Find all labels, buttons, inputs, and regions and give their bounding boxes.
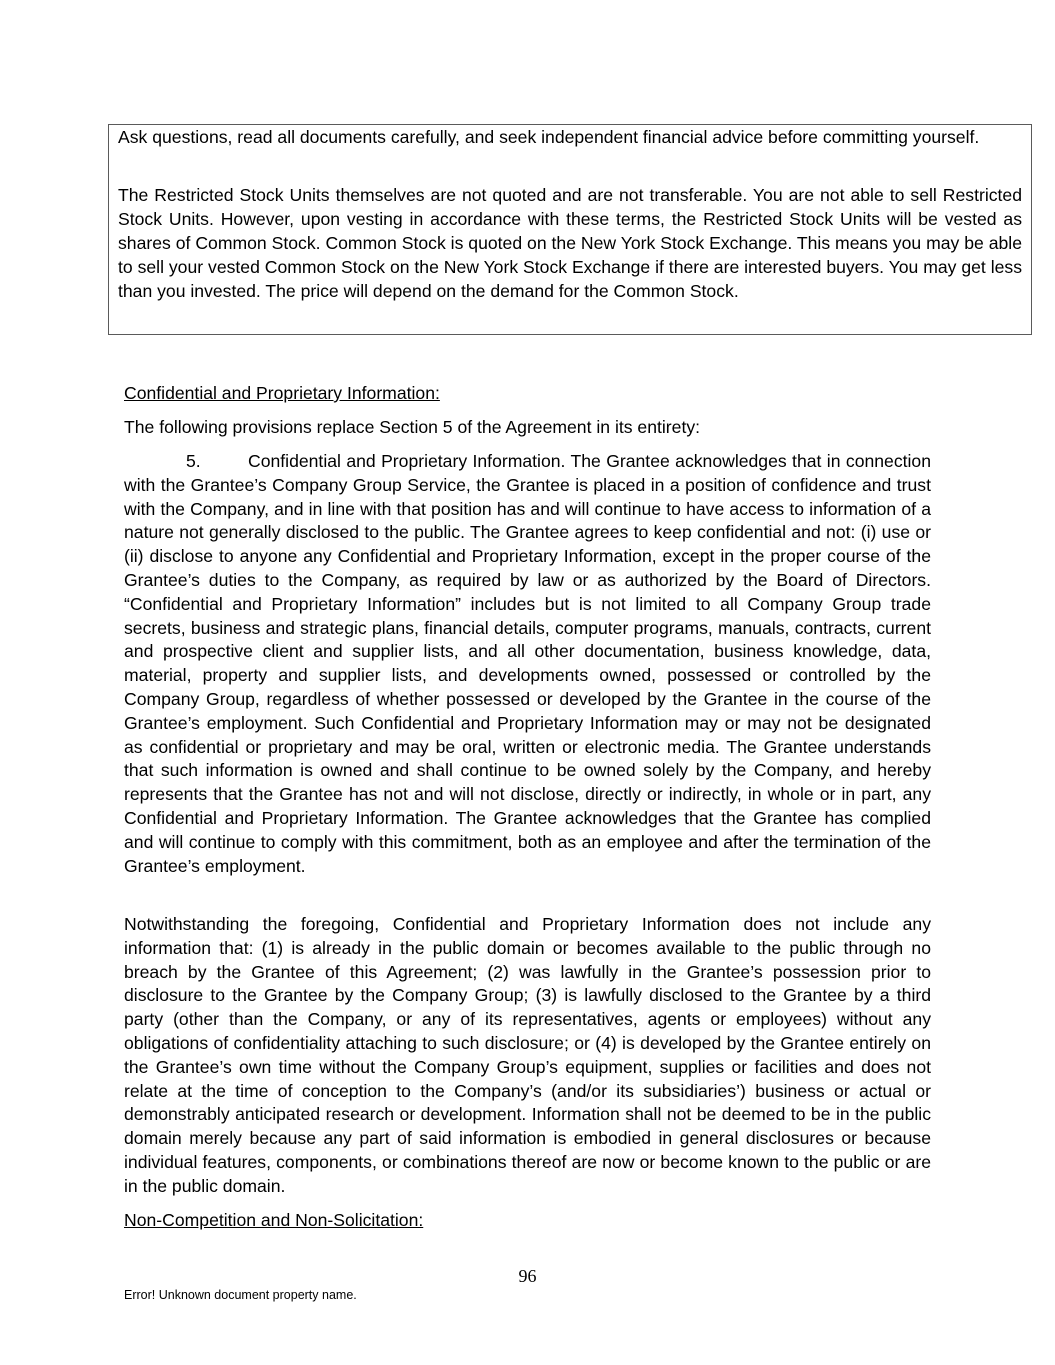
notice-paragraph-advice: Ask questions, read all documents carefully, and seek independent financial advice before committing yourself. [118, 127, 980, 147]
notice-paragraph-transferability: The Restricted Stock Units themselves are not quoted and are not transferable. You are not able to sell Restricted Stock Units. However, upon vesting in accordance with these terms, the Restricted Stock Units will be vested as shares of Common Stock. Common Stock is quoted on the New York Stock Exchange. This means you may be able to sell your vested Common Stock on the New York Stock Exchange if there are interested buyers. You may get less than you invested. The price will depend on the demand for the Common Stock. [118, 185, 1022, 301]
footer-error-text: Error! Unknown document property name. [124, 1288, 357, 1302]
section-5-paragraph [124, 450, 931, 878]
non-competition-heading: Non-Competition and Non-Solicitation: [124, 1210, 424, 1230]
confidential-heading: Confidential and Proprietary Information: [124, 383, 440, 403]
page-number: 96 [518, 1266, 537, 1286]
section-number: 5. [186, 451, 201, 471]
confidential-intro: The following provisions replace Section 5 of the Agreement in its entirety: [124, 417, 701, 437]
exclusions-paragraph: Notwithstanding the foregoing, Confidential and Proprietary Information does not include any information that: (1) is already in the public domain or becomes available to the public through no breach by the Grantee of this Agreement; (2) was lawfully in the Grantee’s possession prior to disclosure to the Grantee by the Company Group; (3) is lawfully disclosed to the Grantee by a third party (other than the Company, or any of its representatives, agents or employees) without any obligations of confidentiality attaching to such disclosure; or (4) is developed by the Grantee entirely on the Grantee’s own time without the Company Group’s equipment, supplies or facilities and does not relate at the time of conception to the Company’s (and/or its subsidiaries’) business or actual or demonstrably anticipated research or development. Information shall not be deemed to be in the public domain merely because any part of said information is embodied in general disclosures or because individual features, components, or combinations thereof are now or become known to the public or are in the public domain. [124, 914, 931, 1196]
section-5-body: Confidential and Proprietary Information. The Grantee acknowledges that in connection with the Grantee’s Company Group Service, the Grantee is placed in a position of confidence and trust with the Company, and in line with that position has and will continue to have access to information of a nature not generally disclosed to the public. The Grantee agrees to keep confidential and not: (i) use or (ii) disclose to anyone any Confidential and Proprietary Information, except in the proper course of the Grantee’s duties to the Company, as required by law or as authorized by the Board of Directors. “Confidential and Proprietary Information” includes but is not limited to all Company Group trade secrets, business and strategic plans, financial details, computer programs, manuals, contracts, current and prospective client and supplier lists, and all other documentation, business knowledge, data, material, property and supplier lists, and developments owned, possessed or controlled by the Company Group, regardless of whether possessed or developed by the Grantee in the course of the Grantee’s employment. Such Confidential and Proprietary Information may or may not be designated as confidential or proprietary and may be oral, written or electronic media. The Grantee understands that such information is owned and shall continue to be owned solely by the Company, and hereby represents that the Grantee has not and will not disclose, directly or indirectly, in whole or in part, any Confidential and Proprietary Information. The Grantee acknowledges that the Grantee has complied and will continue to comply with this commitment, both as an employee and after the termination of the Grantee’s employment. [124, 451, 931, 876]
risk-notice-box [108, 124, 1032, 335]
